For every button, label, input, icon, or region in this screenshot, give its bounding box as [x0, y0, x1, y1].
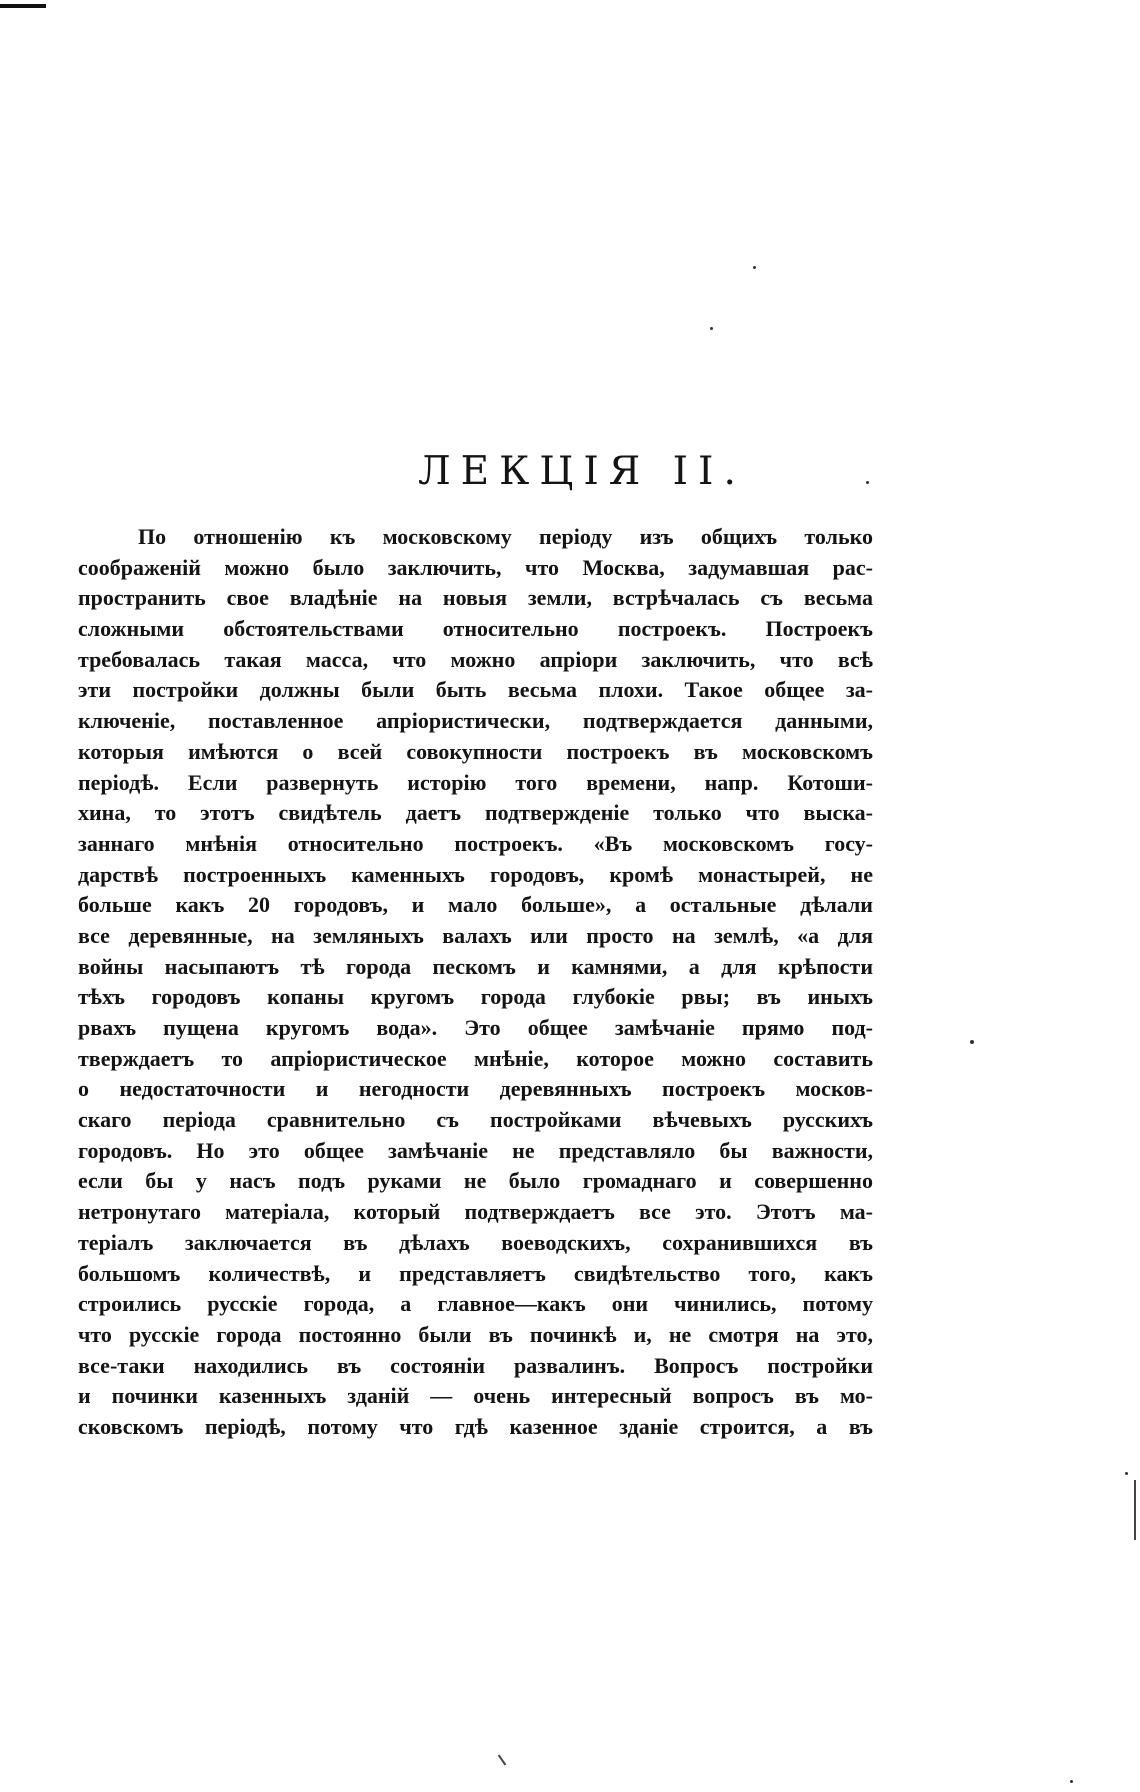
text-line: строились русскіе города, а главное—какъ они чинились, потому: [78, 1291, 873, 1317]
text-line: По отношенію къ московскому періоду изъ общихъ только: [138, 524, 873, 549]
text-line: что русскіе города постоянно были въ починкѣ и, не смотря на это,: [78, 1321, 873, 1347]
text-line: и починки казенныхъ зданій — очень интересный вопросъ въ мо-: [78, 1383, 873, 1409]
text-line: дарствѣ построенныхъ каменныхъ городовъ, кромѣ монастырей, не: [78, 861, 873, 887]
scan-speck: [1125, 1472, 1128, 1475]
scan-edge-mark: [0, 4, 46, 8]
text-line: ключеніе, поставленное апріористически, подтверждается данными,: [78, 708, 873, 734]
scan-speck: [1070, 1780, 1073, 1783]
text-line: нетронутаго матеріала, который подтверждаетъ все это. Этотъ ма-: [78, 1199, 873, 1225]
text-line: все-таки находились въ состояніи развалинъ. Вопросъ постройки: [78, 1352, 873, 1378]
text-line: тверждаетъ то апріористическое мнѣніе, которое можно составить: [78, 1045, 873, 1071]
text-line: эти постройки должны были быть весьма плохи. Такое общее за-: [78, 677, 873, 703]
text-line: періодѣ. Если развернуть исторію того времени, напр. Котоши-: [78, 769, 873, 795]
text-line: теріалъ заключается въ дѣлахъ воеводскихъ, сохранившихся въ: [78, 1229, 873, 1255]
text-line: хина, то этотъ свидѣтель даетъ подтвержденіе только что выска-: [78, 800, 873, 826]
body-paragraph: [78, 522, 873, 1443]
text-line: тѣхъ городовъ копаны кругомъ города глубокіе рвы; въ иныхъ: [78, 984, 873, 1010]
scan-stroke: [1134, 1480, 1136, 1540]
text-line: войны насыпаютъ тѣ города пескомъ и камнями, а для крѣпости: [78, 953, 873, 979]
text-line: если бы у насъ подъ руками не было громаднаго и совершенно: [78, 1168, 873, 1194]
scan-stroke: [498, 1755, 507, 1766]
text-line: больше какъ 20 городовъ, и мало больше», а остальные дѣлали: [78, 892, 873, 918]
text-line: соображеній можно было заключить, что Москва, задумавшая рас-: [78, 554, 873, 580]
scan-speck: [710, 327, 713, 330]
text-line: пространить свое владѣніе на новыя земли, встрѣчалась съ весьма: [78, 585, 873, 611]
text-line: о недостаточности и негодности деревянныхъ построекъ москов-: [78, 1076, 873, 1102]
text-line: которыя имѣются о всей совокупности построекъ въ московскомъ: [78, 738, 873, 764]
text-line: заннаго мнѣнія относительно построекъ. «Въ московскомъ госу-: [78, 830, 873, 856]
text-line: скаго періода сравнительно съ постройками вѣчевыхъ русскихъ: [78, 1107, 873, 1133]
text-line: городовъ. Но это общее замѣчаніе не представляло бы важности,: [78, 1137, 873, 1163]
text-line: рвахъ пущена кругомъ вода». Это общее замѣчаніе прямо под-: [78, 1015, 873, 1040]
text-line: требовалась такая масса, что можно апріори заключить, что всѣ: [78, 646, 873, 672]
text-line: большомъ количествѣ, и представляетъ свидѣтельство того, какъ: [78, 1260, 873, 1286]
text-line: сковскомъ періодѣ, потому что гдѣ казенное зданіе строится, а въ: [78, 1413, 873, 1439]
scan-speck: [970, 1040, 974, 1044]
lecture-title: ЛЕКЦІЯ II.: [418, 449, 746, 494]
scan-speck: [753, 266, 756, 269]
text-line: все деревянные, на земляныхъ валахъ или просто на землѣ, «а для: [78, 922, 873, 948]
text-line: сложными обстоятельствами относительно построекъ. Построекъ: [78, 616, 873, 642]
